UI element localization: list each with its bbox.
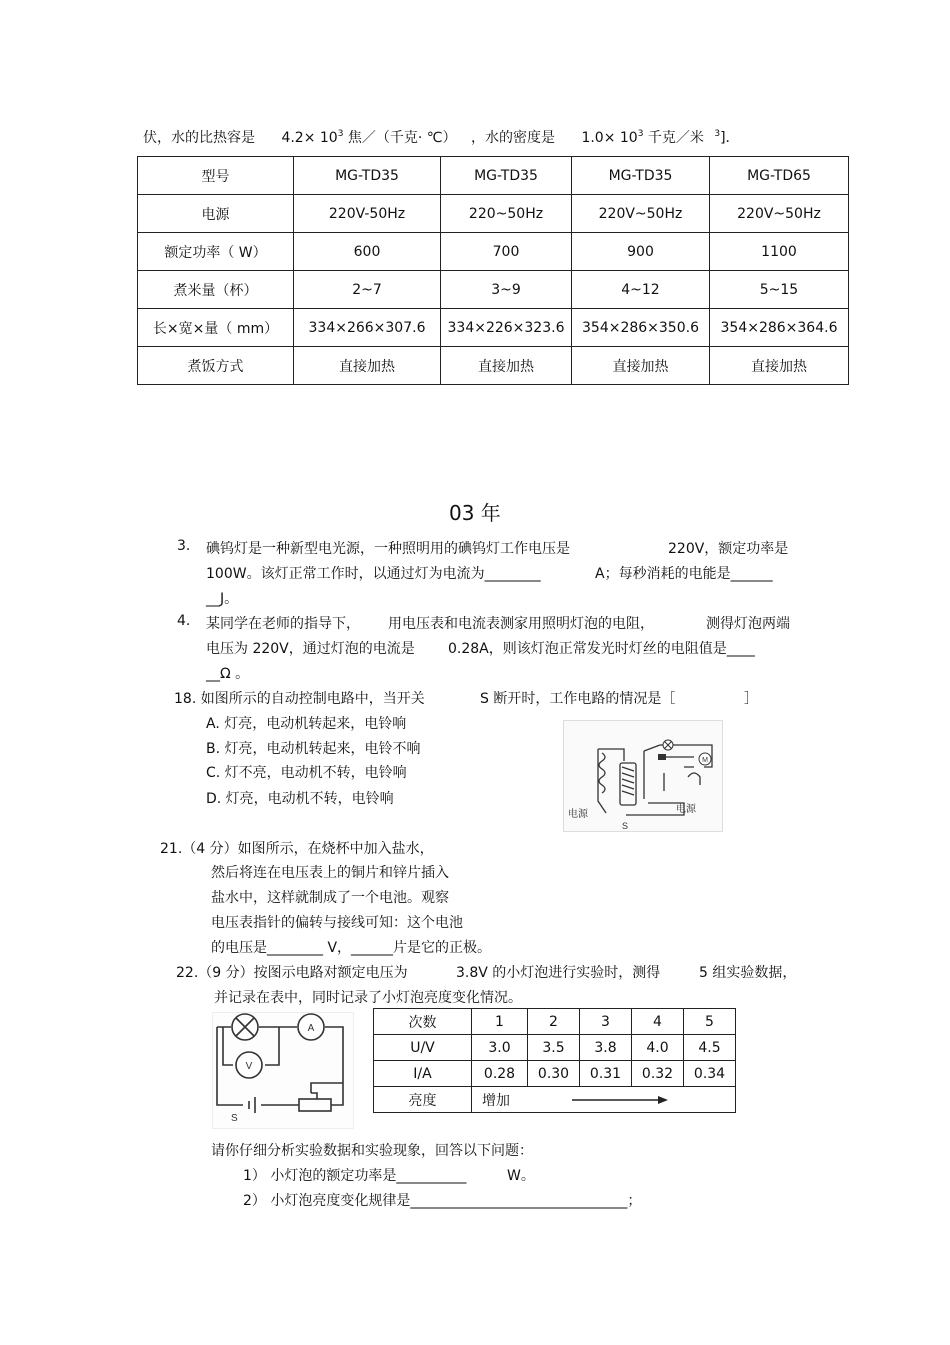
q3-line3: __J。 [206, 591, 239, 607]
q4-line1c: 测得灯泡两端 [706, 616, 790, 632]
q21-line2: 然后将连在电压表上的铜片和锌片插入 [211, 865, 449, 881]
q18-stem-b: S 断开时，工作电路的情况是［ [480, 691, 676, 707]
q18-option-c: C. 灯不亮，电动机不转，电铃响 [206, 765, 407, 781]
brightness-value: 增加 [482, 1092, 510, 1109]
voltmeter-label: V [245, 1061, 253, 1072]
density-unit: 千克／米 [647, 130, 704, 146]
table-cell: 354×286×350.6 [572, 309, 710, 347]
table-cell: 5 [684, 1009, 736, 1035]
q21-line3: 盐水中，这样就制成了一个电池。观察 [211, 890, 449, 906]
table-cell: 4 [632, 1009, 684, 1035]
power-source-label-1: 电源 [568, 809, 588, 820]
table-cell: 1 [472, 1009, 528, 1035]
table-cell: 5~15 [710, 271, 849, 309]
battery-icon [658, 754, 666, 760]
intro-text-1: 伏，水的比热容是 [143, 130, 255, 146]
power-source-label-2: 电源 [676, 804, 696, 815]
table-row [138, 195, 849, 233]
table-cell: 直接加热 [710, 347, 849, 385]
motor-label: M [702, 757, 708, 764]
q22-subquestion-1-unit: W。 [507, 1168, 535, 1184]
q18-option-d: D. 灯亮，电动机不转，电铃响 [206, 791, 394, 807]
table-cell: MG-TD35 [572, 157, 710, 195]
q18-stem-c: ］ [744, 691, 758, 707]
q22-line1c: 5 组实验数据， [699, 965, 797, 981]
table-cell: 3.5 [528, 1035, 580, 1061]
switch-label: S [622, 821, 629, 831]
table-cell: 334×226×323.6 [441, 309, 572, 347]
table-row [138, 233, 849, 271]
specific-heat-exponent: 3 [337, 129, 344, 139]
specific-heat-value: 4.2× 10 [281, 130, 338, 146]
q22-circuit-figure [212, 1012, 354, 1129]
table-cell: 0.31 [580, 1061, 632, 1087]
table-cell: I/A [374, 1061, 472, 1087]
table-row [138, 309, 849, 347]
table-cell: MG-TD35 [294, 157, 441, 195]
q3-line1b: 220V，额定功率是 [668, 541, 789, 557]
table-cell: 电源 [138, 195, 294, 233]
q4-line1b: 用电压表和电流表测家用照明灯泡的电阻， [388, 616, 654, 632]
q4-line1a: 某同学在老师的指导下， [206, 616, 360, 632]
section-title: 03 年 [449, 501, 501, 525]
table-cell: 3 [580, 1009, 632, 1035]
density-unit-exponent: 3 [714, 129, 721, 139]
table-cell: 220V-50Hz [294, 195, 441, 233]
arrow-right-icon [572, 1094, 672, 1106]
table-row [374, 1087, 736, 1113]
table-cell: 600 [294, 233, 441, 271]
lamp-measurement-circuit [213, 1013, 353, 1128]
brightness-cell [472, 1087, 736, 1113]
table-cell: 型号 [138, 157, 294, 195]
table-cell: 0.30 [528, 1061, 580, 1087]
table-cell: 220V~50Hz [710, 195, 849, 233]
q22-line1a: 22.（9 分）按图示电路对额定电压为 [176, 965, 408, 981]
q22-subquestion-2: 2） 小灯泡亮度变化规律是_______________________________； [243, 1193, 642, 1209]
q4-number: 4. [177, 613, 191, 629]
table-row [138, 347, 849, 385]
table-cell: 3.0 [472, 1035, 528, 1061]
lamp-data-body [374, 1009, 736, 1113]
q18-option-a: A. 灯亮，电动机转起来，电铃响 [206, 716, 407, 732]
rice-cooker-spec-table [137, 156, 849, 385]
table-cell: 1100 [710, 233, 849, 271]
table-row [374, 1035, 736, 1061]
intro-end: ]． [720, 130, 740, 146]
table-row [138, 157, 849, 195]
q22-question-intro: 请你仔细分析实验数据和实验现象，回答以下问题： [211, 1143, 533, 1159]
q4-line2a: 电压为 220V，通过灯泡的电流是 [206, 641, 415, 657]
table-cell: U/V [374, 1035, 472, 1061]
q22-line2: 并记录在表中，同时记录了小灯泡亮度变化情况。 [214, 990, 522, 1006]
table-cell: 煮米量（杯） [138, 271, 294, 309]
table-cell: 3~9 [441, 271, 572, 309]
table-cell: 4.0 [632, 1035, 684, 1061]
spec-table-body [138, 157, 849, 385]
table-cell: 4.5 [684, 1035, 736, 1061]
table-cell: 0.34 [684, 1061, 736, 1087]
table-row [374, 1061, 736, 1087]
density-exponent: 3 [637, 129, 644, 139]
q21-line5: 的电压是________ V，______片是它的正极。 [211, 940, 492, 956]
q22-line1b: 3.8V 的小灯泡进行实验时，测得 [456, 965, 661, 981]
table-cell: 次数 [374, 1009, 472, 1035]
table-cell: 4~12 [572, 271, 710, 309]
density-value: 1.0× 10 [581, 130, 638, 146]
lamp-data-table [373, 1008, 736, 1113]
table-cell: 直接加热 [572, 347, 710, 385]
table-cell: 直接加热 [441, 347, 572, 385]
switch-label: S [231, 1113, 238, 1124]
table-cell: 额定功率（ W） [138, 233, 294, 271]
table-row [374, 1009, 736, 1035]
q3-number: 3. [177, 538, 191, 554]
table-cell: 直接加热 [294, 347, 441, 385]
q21-line1: 21.（4 分）如图所示，在烧杯中加入盐水， [160, 841, 434, 857]
q18-option-b: B. 灯亮，电动机转起来，电铃不响 [206, 741, 421, 757]
q22-subquestion-1: 1） 小灯泡的额定功率是__________ [243, 1168, 467, 1184]
table-cell: 354×286×364.6 [710, 309, 849, 347]
table-cell: MG-TD65 [710, 157, 849, 195]
table-cell: 2 [528, 1009, 580, 1035]
table-cell: 2~7 [294, 271, 441, 309]
table-cell: 220V~50Hz [572, 195, 710, 233]
table-cell: 0.28 [472, 1061, 528, 1087]
ammeter-label: A [307, 1023, 315, 1034]
q3-line2b: A；每秒消耗的电能是______ [595, 566, 773, 582]
brightness-label: 亮度 [374, 1087, 472, 1113]
intro-line [143, 127, 740, 147]
table-cell: 0.32 [632, 1061, 684, 1087]
q18-stem-a: 18. 如图所示的自动控制电路中，当开关 [174, 691, 425, 707]
q21-line4: 电压表指针的偏转与接线可知：这个电池 [211, 915, 463, 931]
table-cell: 长×宽×量（ mm） [138, 309, 294, 347]
q3-line1a: 碘钨灯是一种新型电光源，一种照明用的碘钨灯工作电压是 [206, 541, 570, 557]
q3-line2a: 100W。该灯正常工作时，以通过灯为电流为________ [206, 566, 541, 582]
specific-heat-unit: 焦／（千克· ℃） [347, 130, 457, 146]
table-cell: 900 [572, 233, 710, 271]
q18-circuit-figure [563, 720, 723, 832]
table-cell: 334×266×307.6 [294, 309, 441, 347]
table-cell: 煮饭方式 [138, 347, 294, 385]
relay-circuit-diagram [564, 721, 722, 831]
table-cell: MG-TD35 [441, 157, 572, 195]
q4-line3: __Ω 。 [206, 666, 250, 682]
table-cell: 700 [441, 233, 572, 271]
table-row [138, 271, 849, 309]
q4-line2b: 0.28A，则该灯泡正常发光时灯丝的电阻值是____ [448, 641, 755, 657]
table-cell: 220~50Hz [441, 195, 572, 233]
table-cell: 3.8 [580, 1035, 632, 1061]
intro-text-2: ，水的密度是 [470, 130, 555, 146]
